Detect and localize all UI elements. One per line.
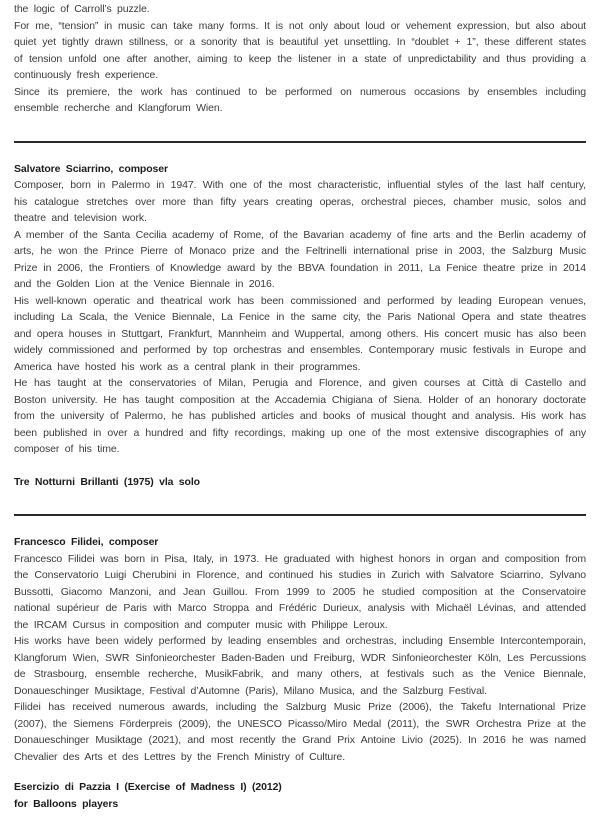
intro-paragraph: For me, “tension” in music can take many forms. It is not only about loud or vehement expression, but also about quiet yet tightly drawn stillness, or a sonority that is beautiful yet unsettling. In “doublet + 1”, these different states of tension unfold one after another, aiming to keep the listener in a state of unpredictability and thus providing a continuously fresh experience. <box>14 19 586 81</box>
bio-paragraph: Composer, born in Palermo in 1947. With one of the most characteristic, influential styles of the last half century, his catalogue stretches over more than fifty years creating operas, orchestral pieces, chamber music, solos and theatre and television work. <box>14 179 586 224</box>
work-subtitle-filidei: for Balloons players <box>14 797 119 810</box>
composer-heading-filidei: Francesco Filidei, composer <box>14 536 159 548</box>
bio-paragraph: His well-known operatic and theatrical work has been commissioned and performed by leading European venues, including La Scala, the Venice Biennale, La Fenice in the same city, the Paris National Opera and state theatres and opera houses in Stuttgart, Frankfurt, Mannheim and Wuppertal, among others. His concert music has also been widely commissioned and performed by top orchestras and ensembles. Contemporary music festivals in Europe and America have hosted his work as a central plank in their programmes. <box>14 294 586 373</box>
intro-continuation-section <box>14 1 586 117</box>
intro-paragraph: the logic of Carroll’s puzzle. <box>14 3 150 15</box>
section-divider <box>14 141 586 143</box>
composer-heading-sciarrino: Salvatore Sciarrino, composer <box>14 162 169 175</box>
sciarrino-bio-section <box>14 161 586 491</box>
section-divider <box>14 514 586 516</box>
work-title-filidei: Esercizio di Pazzia I (Exercise of Madness I) (2012) <box>14 781 282 793</box>
bio-paragraph: He has taught at the conservatories of Milan, Perugia and Florence, and given courses at Città di Castello and Boston university. He has taught composition at the Accademia Chigiana of Siena. Holder of an honorary doctorate from the university of Palermo, he has published articles and books of musical thought and analysis. His work has been published in over a hundred and fifty recordings, making up one of the most extensive discographies of any composer of his time. <box>14 377 586 455</box>
intro-paragraph: Since its premiere, the work has continued to be performed on numerous occasions by ensembles including ensemble recherche and Klangforum Wien. <box>14 85 586 114</box>
filidei-bio-section <box>14 534 586 812</box>
bio-paragraph: Filidei has received numerous awards, including the Salzburg Music Prize (2006), the Takefu International Prize (2007), the Siemens Förderpreis (2009), the UNESCO Picasso/Miro Medal (2011), the SWR Orchestra Prize at the Donaueschinger Musiktage (2021), and most recently the Grand Prix Antoine Livio (2025). In 2016 he was named Chevalier des Arts et des Lettres by the French Ministry of Culture. <box>14 701 586 763</box>
bio-paragraph: His works have been widely performed by leading ensembles and orchestras, including Ensemble Intercontemporain, Klangforum Wien, SWR Sinfonieorchester Baden-Baden und Freiburg, WDR Sinfonieorchester Köln, Les Percussions de Strasbourg, ensemble recherche, MusikFabrik, and many others, at festivals such as the Venice Biennale, Donaueschinger Musiktage, Festival d’Automne (Paris), Milano Musica, and the Salzburg Festival. <box>14 635 586 697</box>
bio-paragraph: Francesco Filidei was born in Pisa, Italy, in 1973. He graduated with highest honors in organ and composition from the Conservatorio Luigi Cherubini in Florence, and continued his studies in Zurich with Salvatore Sciarrino, Sylvano Bussotti, Giacomo Manzoni, and Jean Guillou. From 1999 to 2005 he studied composition at the Conservatoire national supérieur de Paris with Marco Stroppa and Frédéric Durieux, analysis with Michaël Lévinas, and attended the IRCAM Cursus in composition and computer music with Philippe Leroux. <box>14 552 586 631</box>
work-title-sciarrino: Tre Notturni Brillanti (1975) vla solo <box>14 475 200 488</box>
bio-paragraph: A member of the Santa Cecilia academy of Rome, of the Bavarian academy of fine arts and the Berlin academy of arts, he won the Prince Pierre of Monaco prize and the Feltrinelli international prise in 2003, the Salzburg Music Prize in 2006, the Frontiers of Knowledge award by the BBVA foundation in 2011, La Fenice theatre prize in 2014 and the Golden Lion at the Venice Biennale in 2016. <box>14 228 586 290</box>
